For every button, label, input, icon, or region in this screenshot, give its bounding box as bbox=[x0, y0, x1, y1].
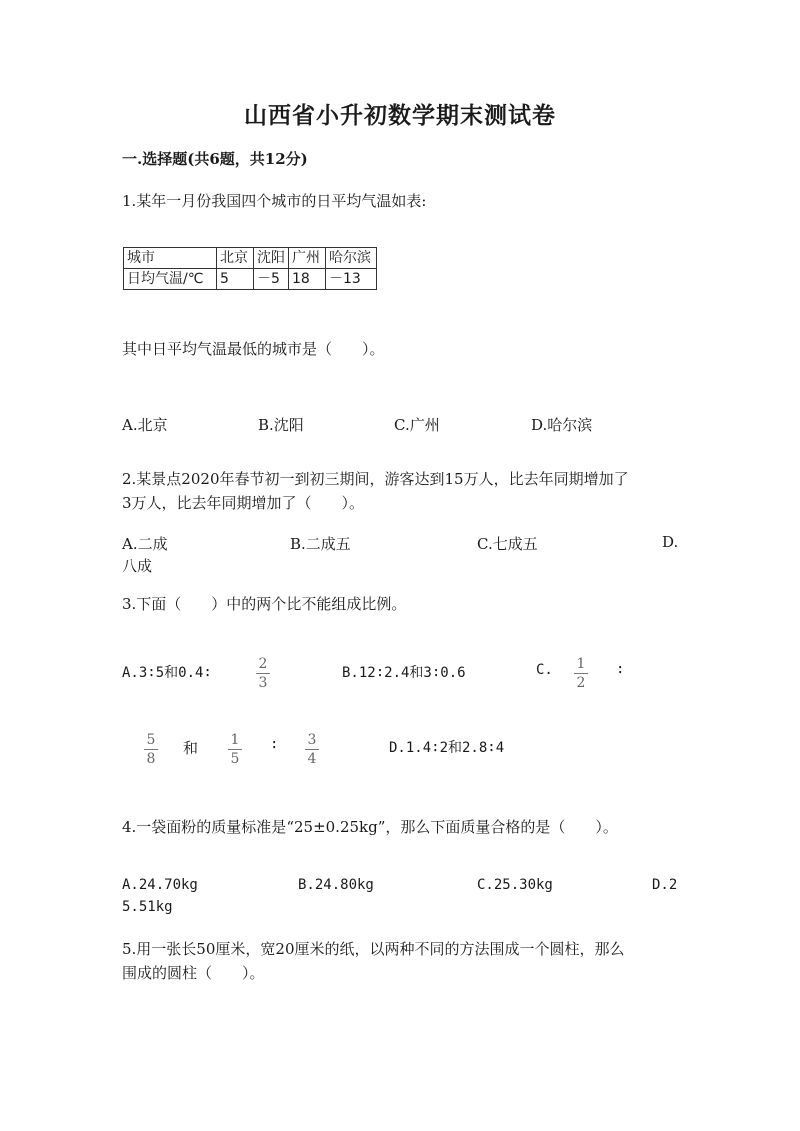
table-cell: 北京 bbox=[217, 248, 254, 269]
q3-colon: ∶ bbox=[616, 662, 625, 678]
q1-option-c[interactable]: C.广州 bbox=[394, 416, 440, 434]
q2-stem-line1: 2.某景点2020年春节初一到初三期间，游客达到15万人，比去年同期增加了 bbox=[122, 470, 629, 488]
q3-fraction-row2-1 bbox=[142, 732, 160, 767]
q3-option-c[interactable]: C. bbox=[536, 662, 553, 678]
q3-fraction-c bbox=[572, 656, 590, 691]
q2-stem-line2: 3万人，比去年同期增加了（ ）。 bbox=[122, 494, 365, 512]
fraction-bar bbox=[305, 749, 319, 750]
fraction-bar bbox=[228, 749, 242, 750]
fraction-bar bbox=[574, 673, 588, 674]
table-cell: －13 bbox=[326, 269, 377, 290]
table-cell: 18 bbox=[289, 269, 326, 290]
q5-stem-line2: 围成的圆柱（ ）。 bbox=[122, 964, 265, 982]
q2-option-a[interactable]: A.二成 bbox=[122, 535, 168, 553]
fraction-denominator: 8 bbox=[146, 751, 156, 767]
table-cell: 沈阳 bbox=[254, 248, 289, 269]
q3-option-a[interactable]: A.3∶5和0.4∶ bbox=[122, 665, 212, 681]
fraction-numerator: 5 bbox=[146, 732, 156, 748]
q1-option-d[interactable]: D.哈尔滨 bbox=[531, 416, 593, 434]
table-cell: －5 bbox=[254, 269, 289, 290]
fraction-numerator: 1 bbox=[576, 656, 586, 672]
q1-stem: 1.某年一月份我国四个城市的日平均气温如表: bbox=[122, 192, 427, 210]
fraction-numerator: 2 bbox=[258, 656, 268, 672]
fraction-numerator: 1 bbox=[230, 732, 240, 748]
fraction-bar bbox=[256, 673, 270, 674]
fraction-denominator: 4 bbox=[307, 751, 317, 767]
q3-fraction-row2-2 bbox=[226, 732, 244, 767]
fraction-denominator: 2 bbox=[576, 675, 586, 691]
q1-option-a[interactable]: A.北京 bbox=[122, 416, 168, 434]
q4-option-d-wrap: 5.51kg bbox=[122, 899, 173, 915]
q3-option-d[interactable]: D.1.4∶2和2.8∶4 bbox=[389, 740, 505, 756]
fraction-denominator: 3 bbox=[258, 675, 268, 691]
q3-option-b[interactable]: B.12∶2.4和3∶0.6 bbox=[342, 665, 466, 681]
table-cell: 广州 bbox=[289, 248, 326, 269]
table-cell: 日均气温/℃ bbox=[124, 269, 217, 290]
table-row bbox=[124, 269, 377, 290]
table-cell: 5 bbox=[217, 269, 254, 290]
q1-option-b[interactable]: B.沈阳 bbox=[258, 416, 304, 434]
q4-option-a[interactable]: A.24.70kg bbox=[122, 877, 198, 893]
q1-ask: 其中日平均气温最低的城市是（ ）。 bbox=[122, 340, 385, 358]
fraction-numerator: 3 bbox=[307, 732, 317, 748]
q3-fraction-a bbox=[254, 656, 272, 691]
q3-fraction-row2-3 bbox=[303, 732, 321, 767]
table-cell: 城市 bbox=[124, 248, 217, 269]
fraction-bar bbox=[144, 749, 158, 750]
q3-stem: 3.下面（ ）中的两个比不能组成比例。 bbox=[122, 595, 407, 613]
table-row bbox=[124, 248, 377, 269]
q5-stem-line1: 5.用一张长50厘米，宽20厘米的纸，以两种不同的方法围成一个圆柱，那么 bbox=[122, 940, 625, 958]
table-cell: 哈尔滨 bbox=[326, 248, 377, 269]
section-heading: 一.选择题(共6题，共12分) bbox=[122, 150, 308, 168]
q3-colon-row2: ∶ bbox=[270, 737, 279, 753]
q2-option-d[interactable]: D. bbox=[662, 533, 679, 551]
q4-option-d[interactable]: D.2 bbox=[652, 877, 678, 893]
q2-option-d-wrap: 八成 bbox=[122, 557, 153, 575]
q3-and: 和 bbox=[183, 739, 199, 757]
q4-option-c[interactable]: C.25.30kg bbox=[477, 877, 553, 893]
temperature-table bbox=[123, 247, 377, 290]
q2-option-c[interactable]: C.七成五 bbox=[477, 535, 538, 553]
page-title: 山西省小升初数学期末测试卷 bbox=[244, 102, 556, 129]
q4-option-b[interactable]: B.24.80kg bbox=[298, 877, 374, 893]
q4-stem: 4.一袋面粉的质量标准是“25±0.25kg”，那么下面质量合格的是（ ）。 bbox=[122, 818, 618, 836]
fraction-denominator: 5 bbox=[230, 751, 240, 767]
q2-option-b[interactable]: B.二成五 bbox=[290, 535, 351, 553]
